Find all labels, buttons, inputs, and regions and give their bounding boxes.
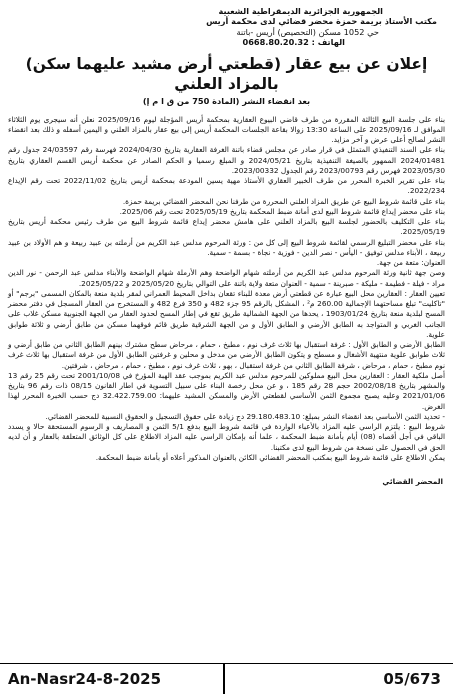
- notice-number: 05/673: [383, 669, 441, 688]
- paragraph-ownership-origin: أصل ملكية العقار : العقارين محل البيع مملوكين للمرحوم مدلس عبد الكريم بموجب عقد الهبة المؤرخ في 2001/10/08 تحت رقم 25 رقم 13 والمشهر بتاريخ 2002/08/18 حجم 28 رقم 185 ، و عن محل رخصة البناء على سبيل التسوية في اطار القانون 08/15 ذات رقم 96 بتاريخ 2021/01/06 وعليه يصبح مجموع الثمن الأساسي لقطعتي الأرض والمسكن المشيد عليهما: 32.422.759.00 دج حسب الخبرة المحرر لهذا الغرض.: [8, 370, 445, 411]
- notice-subtitle: بعد انقضاء النشر (المادة 750 من ق ا م إ): [142, 95, 311, 106]
- paragraph-property-floors: الطابق الأرضي و الطابق الأول : غرفة استقبال بها ثلاث غرف نوم ، مطبخ ، حمام ، مرحاض سطح مشترك بينهم الطابق الثاني من طابق أرضي و ثلاث طوابق علوية منتهية الأشغال و مسطح و يتكون الطابق الأرضي من مدخل و محلين و غرفتين الطابق الأول من غرفة استقبال بها ثلاث غرف نوم مطبخ ، حمام ، مرحاض ، شرفة الطابق الثاني من غرفة استقبال ، بهو ، ثلاث غرف نوم ، مطبخ ، حمام ، مرحاض ، شرفتين.: [8, 340, 445, 370]
- paragraph-enforcement-title: بناء على السند التنفيذي المتمثل في قرار صادر عن مجلس قضاء باتنة الغرفة العقارية بتاريخ 2024/04/30 فهرسة رقم 24/03597 جدول رقم 2024/01481 الممهور بالصيغة التنفيذية بتاريخ 2024/05/21 و المبلغ رسميا و الحكم الصادر عن محكمة أريس القسم العقاري بتاريخ 2023/05/30 فهرس رقم 2023/00793 رقم الجدول 2023/00332.: [8, 145, 446, 175]
- office-address: حي 1052 مسكن (التحصيص) أريس -باتنة: [236, 26, 379, 37]
- republic-name: الجمهورية الجزائرية الديمقراطية الشعبية: [218, 6, 383, 16]
- notice-title: إعلان عن بيع عقار (قطعتي أرض مشيد عليهما سكن) بالمزاد العلني: [25, 54, 428, 93]
- office-name: مكتب الأستاذ بريمة حمزة محضر قضائي لدى محكمة أريس: [206, 16, 437, 27]
- paragraph-summons: بناء على التكليف بالحضور لجلسة البيع بالمزاد العلني على هامش محضر إيداع قائمة شروط البيع من طرف رئيس محكمة أريس بتاريخ 2025/05/19.: [8, 217, 445, 237]
- paragraph-consultation: يمكن الاطلاع على قائمة شروط البيع بمكتب المحضر القضائي الكائن بالعنوان المذكور أعلاه أو بأمانة ضبط المحكمة.: [95, 452, 445, 462]
- paragraph-address: العنوان: متعة من جهة.: [376, 258, 445, 268]
- newspaper-edition: An-Nasr24-8-2025: [8, 669, 162, 688]
- paragraph-second-party: وصن جهة ثانية ورثة المرحوم مدلس عبد الكريم من أرملته شهام الواضحة وهم الأرملة شهام الواضحة والأبناء مدلس عبد الرحمن - نور الدين مراد - فيلة - فطيمة - مليكة - صبرينة - سمية - العنوان متعة ولاية باتنة على التوالي بتاريخ 2025/05/20 و 2025/05/22.: [8, 268, 445, 288]
- paragraph-notification: بناء على محضر التبليغ الرسمي لقائمة شروط البيع إلى كل من : ورثة المرحوم مدلس عبد الكريم من أرملته بن عبيد ربيعة و هم الأولاد بن عبيد ربيعة ، الأبناء مدلس توفيق - اليأس - نصر الدين - فوزية - نجاة - بسمة - سمية.: [8, 237, 445, 257]
- paragraph-conditions-list: بناء على قائمة شروط البيع عن طريق المزاد العلني المحررة من طرفنا نحن المحضر القضائي بريمة حمزة.: [122, 196, 445, 206]
- office-phone: الهاتف : 0668.80.20.32: [242, 37, 345, 48]
- bailiff-letterhead: [8, 6, 445, 48]
- paragraph-sale-conditions: شروط البيع : يلتزم الراسي عليه المزاد بالأعباء الواردة في قائمة شروط البيع بدفع 5/1 الثمن و المصاريف و الرسوم المستحقة حالا و يسدد الباقي في أجل أقصاه (08) أيام بأمانة ضبط المحكمة ، علما أنه بإمكان الراسي عليه المزاد الاطلاع على كل الوثائق المتعلقة بالعقار و أن لديه الحق في الحصول على نسخة من شروط البيع لدى مكتبنا.: [8, 422, 445, 452]
- publication-footer: [0, 663, 453, 693]
- paragraph-deposit-report: بناء على محضر إيداع قائمة شروط البيع لدى أمانة ضبط المحكمة بتاريخ 2025/05/19 تحت رقم 2025/06.: [119, 206, 445, 216]
- paragraph-property-description: تعيين العقار : العقارين محل البيع عبارة عن قطعتي أرض معدة للبناء تقعان بداخل المحيط العمراني لمقر بلدية منعة بالمكان المسمى "برجم" أو "تاكليت" تبلغ مساحتهما الإجمالية 260.00 م² ، المشكل بالرقم 95 جزء 482 و 350 فرع 482 و المستخرج من العقار المسجل في دفتر محضر المسح لبلدية منعة بتاريخ 1903/01/24 ، يحدها من الجهة الشمالية طريق تقع في إطار المسح لحدود العقار من الجهة الجنوبية مسكن غلاب على الجانب الغربي و المتواجد به الطابق الأرضي و الطابق الأول و من الجهة الشرقية طريق قائم فوقهما مسكن من طابق أرضي و ثلاثة طوابق علوية.: [8, 288, 445, 339]
- notice-body: [8, 115, 445, 488]
- paragraph-base-price: - تحديد الثمن الأساسي بعد انقضاء النشر بمبلغ: 29.180.483.10 دج زيادة على حقوق التسجيل و الحقوق النسبية للمحضر القضائي.: [45, 411, 445, 421]
- paragraph-sale-date: بناء على جلسة البيع الثالثة المقررة من طرف قاضي البيوع العقارية بمحكمة أريس المؤجلة ليوم 2025/09/16 نعلن أنه سيجرى يوم الثلاثاء الموافق لـ 2025/09/16 على الساعة 13:30 زوالا بقاعة الجلسات المحكمة أريس إلى بيع عقار بالمزاد العلني و اليمين أسفله و ذلك بعد انقضاء النشر لصالح أعلى عرض و آخر مزايد.: [8, 114, 445, 145]
- signature-label: المحضر القضائي: [382, 477, 443, 487]
- footer-divider: [223, 663, 225, 694]
- paragraph-expert-report: بناء على تقرير الخبرة المحرر من طرف الخبير العقاري الأستاذ مهية يسين المودعة بمحكمة أريس بتاريخ 2022/11/02 تحت رقم الإيداع 2022/234.: [8, 176, 446, 196]
